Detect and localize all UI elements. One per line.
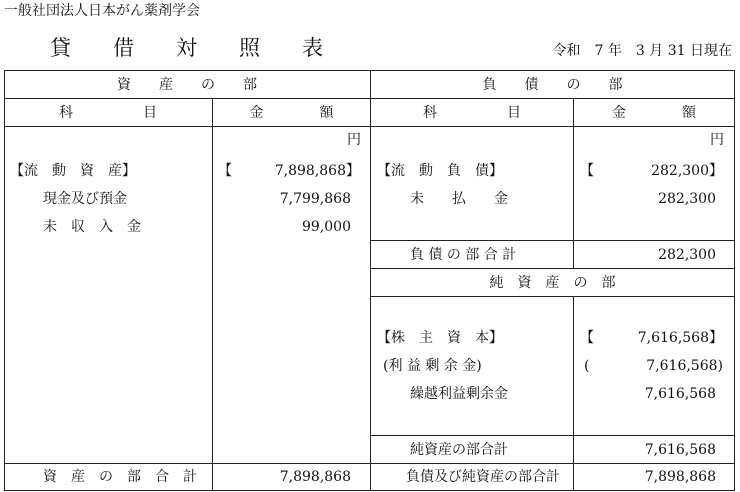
net-assets-total-label: 純資産の部合計 [410, 442, 508, 458]
assets-amount-divider [212, 98, 213, 491]
liabilities-amount-divider-upper [573, 98, 574, 269]
net-assets-total-top [371, 435, 735, 436]
carried-forward-earnings-label: 繰越利益剰余金 [410, 386, 508, 402]
as-of-date: 令和 7 年 3 月 31 日現在 [552, 43, 732, 59]
current-liabilities-label: 【流 動 負 債】 [377, 163, 503, 179]
assets-total-label: 資 産 の 部 合 計 [43, 469, 197, 485]
current-liabilities-value: 282,300】 [651, 163, 723, 179]
accounts-payable-label: 未 払 金 [410, 191, 508, 207]
shareholders-equity-value: 7,616,568】 [637, 330, 723, 346]
retained-earnings-label: (利 益 剰 余 金) [383, 358, 482, 374]
liabilities-account-header: 科 目 [423, 105, 521, 121]
assets-unit-label: 円 [347, 132, 361, 148]
net-assets-total-value: 7,616,568 [644, 442, 716, 458]
net-assets-header-top [371, 268, 735, 269]
current-assets-value: 7,898,868】 [274, 163, 360, 179]
current-assets-bracket: 【 [218, 163, 232, 179]
table-border-left [4, 70, 5, 491]
retained-earnings-bracket: ( [584, 358, 590, 374]
net-assets-section-header: 純 資 産 の 部 [489, 275, 616, 291]
shareholders-equity-label: 【株 主 資 本】 [377, 330, 503, 346]
accounts-receivable-value: 99,000 [302, 219, 351, 235]
liabilities-unit-label: 円 [710, 132, 724, 148]
liabilities-amount-header: 金 額 [612, 105, 696, 121]
table-border-right [734, 70, 735, 491]
shareholders-equity-bracket: 【 [580, 330, 594, 346]
grand-total-value: 7,898,868 [644, 469, 716, 485]
assets-total-value: 7,898,868 [279, 469, 351, 485]
organization-name: 一般社団法人日本がん薬剤学会 [4, 3, 200, 19]
current-liabilities-bracket: 【 [580, 163, 594, 179]
assets-account-header: 科 目 [59, 105, 157, 121]
liabilities-amount-divider-lower [573, 296, 574, 491]
grand-total-label: 負債及び純資産の部合計 [406, 469, 560, 485]
assets-amount-header: 金 額 [249, 105, 334, 121]
liabilities-total-top [371, 240, 735, 241]
accounts-payable-value: 282,300 [658, 191, 716, 207]
carried-forward-earnings-value: 7,616,568 [644, 386, 716, 402]
accounts-receivable-label: 未 収 入 金 [43, 219, 141, 235]
retained-earnings-value: 7,616,568) [646, 358, 723, 374]
cash-deposits-label: 現金及び預金 [43, 191, 127, 207]
liabilities-section-header: 負 債 の 部 [482, 77, 623, 93]
liabilities-total-value: 282,300 [658, 247, 716, 263]
current-assets-label: 【流 動 資 産】 [10, 163, 136, 179]
cash-deposits-value: 7,799,868 [279, 191, 351, 207]
document-title: 貸 借 対 照 表 [50, 36, 323, 60]
net-assets-header-bottom [371, 296, 735, 297]
liabilities-total-label: 負 債 の 部 合 計 [410, 247, 517, 263]
assets-section-header: 資 産 の 部 [117, 77, 257, 93]
